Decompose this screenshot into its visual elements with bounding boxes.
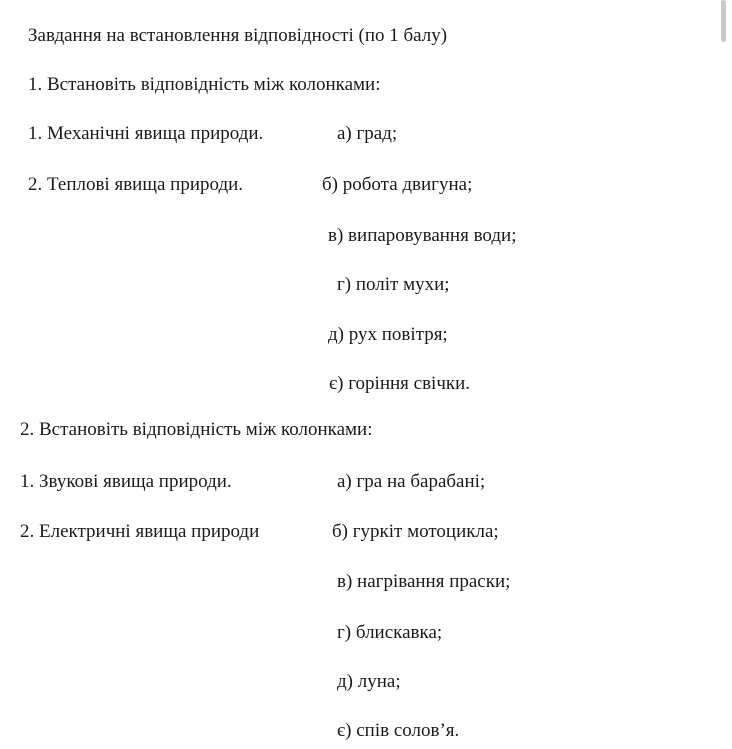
task2-right-item-d: д) луна; [337, 671, 401, 692]
task1-right-item-ye: є) горіння свічки. [329, 373, 471, 394]
task1-right-item-g: г) політ мухи; [337, 274, 450, 295]
task1-left-item-1: 1. Механічні явища природи. [28, 123, 264, 144]
task2-left-item-2: 2. Електричні явища природи [20, 521, 260, 542]
task1-right-item-b: б) робота двигуна; [322, 174, 473, 195]
task2-right-item-ye: є) спів солов’я. [337, 720, 460, 741]
scrollbar[interactable] [721, 0, 726, 42]
task2-right-item-b: б) гуркіт мотоцикла; [332, 521, 499, 542]
task2-right-item-v: в) нагрівання праски; [337, 571, 511, 592]
task1-heading: 1. Встановіть відповідність між колонками: [28, 74, 381, 95]
task1-right-item-v: в) випаровування води; [328, 225, 517, 246]
task2-heading: 2. Встановіть відповідність між колонками: [20, 419, 373, 440]
task2-right-item-a: а) гра на барабані; [337, 471, 486, 492]
task2-left-item-1: 1. Звукові явища природи. [20, 471, 232, 492]
task1-left-item-2: 2. Теплові явища природи. [28, 174, 244, 195]
document-title: Завдання на встановлення відповідності (по 1 балу) [28, 25, 448, 46]
task1-right-item-d: д) рух повітря; [328, 324, 448, 345]
task2-right-item-g: г) блискавка; [337, 622, 443, 643]
task1-right-item-a: а) град; [337, 123, 398, 144]
